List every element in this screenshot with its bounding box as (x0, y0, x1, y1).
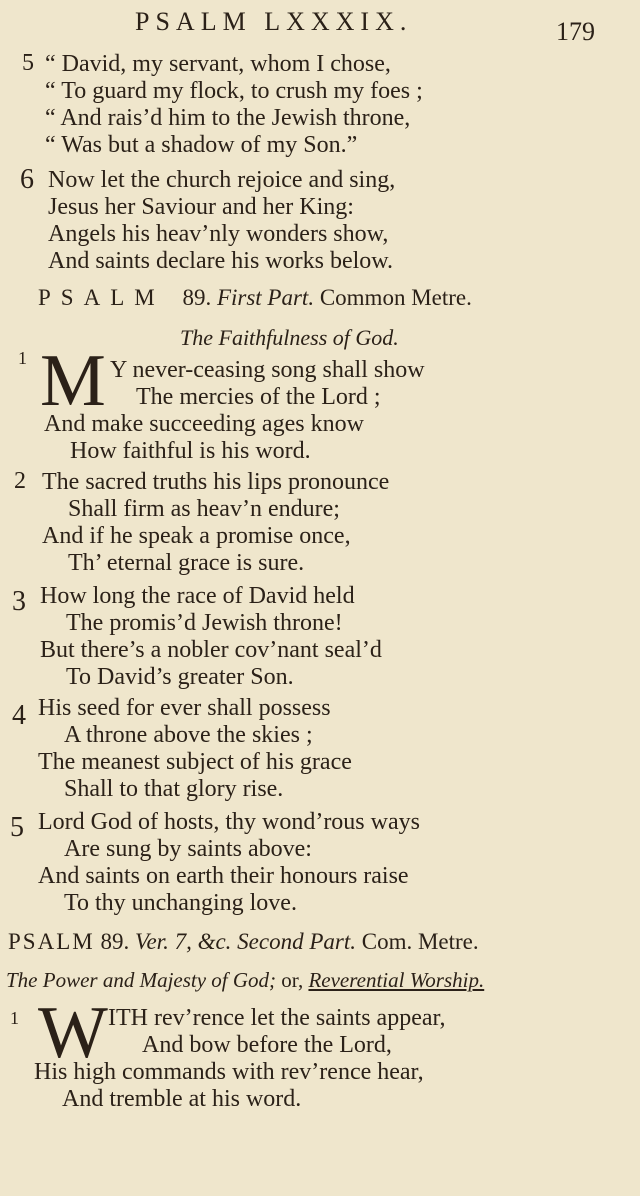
verse-line: And bow before the Lord, (142, 1032, 392, 1058)
title-number: 89. (100, 929, 130, 954)
verse-line: Lord God of hosts, thy wond’rous ways (38, 809, 420, 835)
verse-line: The promis’d Jewish throne! (66, 610, 343, 636)
verse-line: Now let the church rejoice and sing, (48, 167, 396, 193)
verse-line: And saints on earth their honours raise (38, 863, 409, 889)
psalm-title (8, 928, 479, 956)
verse-line: “ Was but a shadow of my Son.” (45, 132, 358, 158)
title-metre: Common Metre. (319, 285, 472, 310)
verse-line: To thy unchanging love. (64, 890, 297, 916)
title-verse: Ver. 7, &c. (134, 929, 232, 954)
verse-line: Th’ eternal grace is sure. (68, 550, 305, 576)
stanza-number: 1 (18, 348, 27, 368)
stanza-number: 1 (10, 1008, 19, 1028)
verse-line: The meanest subject of his grace (38, 749, 352, 775)
title-psalm: PSALM (38, 285, 165, 310)
verse-line: How long the race of David held (40, 583, 355, 609)
psalm-title (38, 284, 472, 312)
verse-line: Y never-ceasing song shall show (110, 357, 425, 383)
verse-line: A throne above the skies ; (64, 722, 313, 748)
psalm-subtitle (6, 966, 484, 994)
verse-line: But there’s a nobler cov’nant seal’d (40, 637, 382, 663)
stanza-number: 4 (12, 700, 26, 731)
drop-cap: M (40, 340, 106, 422)
title-part: Second Part. (237, 929, 356, 954)
verse-line: Are sung by saints above: (64, 836, 312, 862)
drop-cap: W (38, 992, 108, 1074)
verse-line: “ To guard my flock, to crush my foes ; (45, 78, 423, 104)
verse-line: ITH rev’rence let the saints appear, (108, 1005, 446, 1031)
verse-line: And tremble at his word. (62, 1086, 302, 1112)
psalm-subtitle: The Faithfulness of God. (180, 325, 399, 350)
verse-line: Jesus her Saviour and her King: (48, 194, 354, 220)
verse-line: His seed for ever shall possess (38, 695, 331, 721)
verse-line: And saints declare his works below. (48, 248, 394, 274)
stanza-number: 5 (10, 812, 24, 843)
verse-line: To David’s greater Son. (66, 664, 294, 690)
subtitle-a: The Power and Majesty of God; (6, 968, 277, 992)
title-metre: Com. Metre. (361, 929, 479, 954)
stanza-number: 3 (12, 586, 26, 617)
subtitle-or: or, (281, 968, 304, 992)
stanza-number: 6 (20, 164, 34, 195)
verse-line: Shall firm as heav’n endure; (68, 496, 340, 522)
verse-line: Shall to that glory rise. (64, 776, 284, 802)
page-number: 179 (556, 17, 595, 46)
title-part: First Part. (216, 285, 315, 310)
verse-line: “ And rais’d him to the Jewish throne, (45, 105, 411, 131)
stanza-number: 5 (22, 50, 34, 76)
running-title: PSALM LXXXIX. (135, 7, 413, 36)
verse-line: “ David, my servant, whom I chose, (45, 51, 391, 77)
verse-line: And if he speak a promise once, (42, 523, 351, 549)
verse-line: Angels his heav’nly wonders show, (48, 221, 389, 247)
verse-line: His high commands with rev’rence hear, (34, 1059, 424, 1085)
subtitle-b: Reverential Worship. (308, 968, 485, 992)
verse-line: And make succeeding ages know (44, 411, 364, 437)
title-number: 89. (182, 285, 212, 310)
verse-line: The mercies of the Lord ; (136, 384, 381, 410)
title-psalm: PSALM (8, 929, 95, 954)
verse-line: The sacred truths his lips pronounce (42, 469, 390, 495)
stanza-number: 2 (14, 468, 26, 494)
verse-line: How faithful is his word. (70, 438, 311, 464)
